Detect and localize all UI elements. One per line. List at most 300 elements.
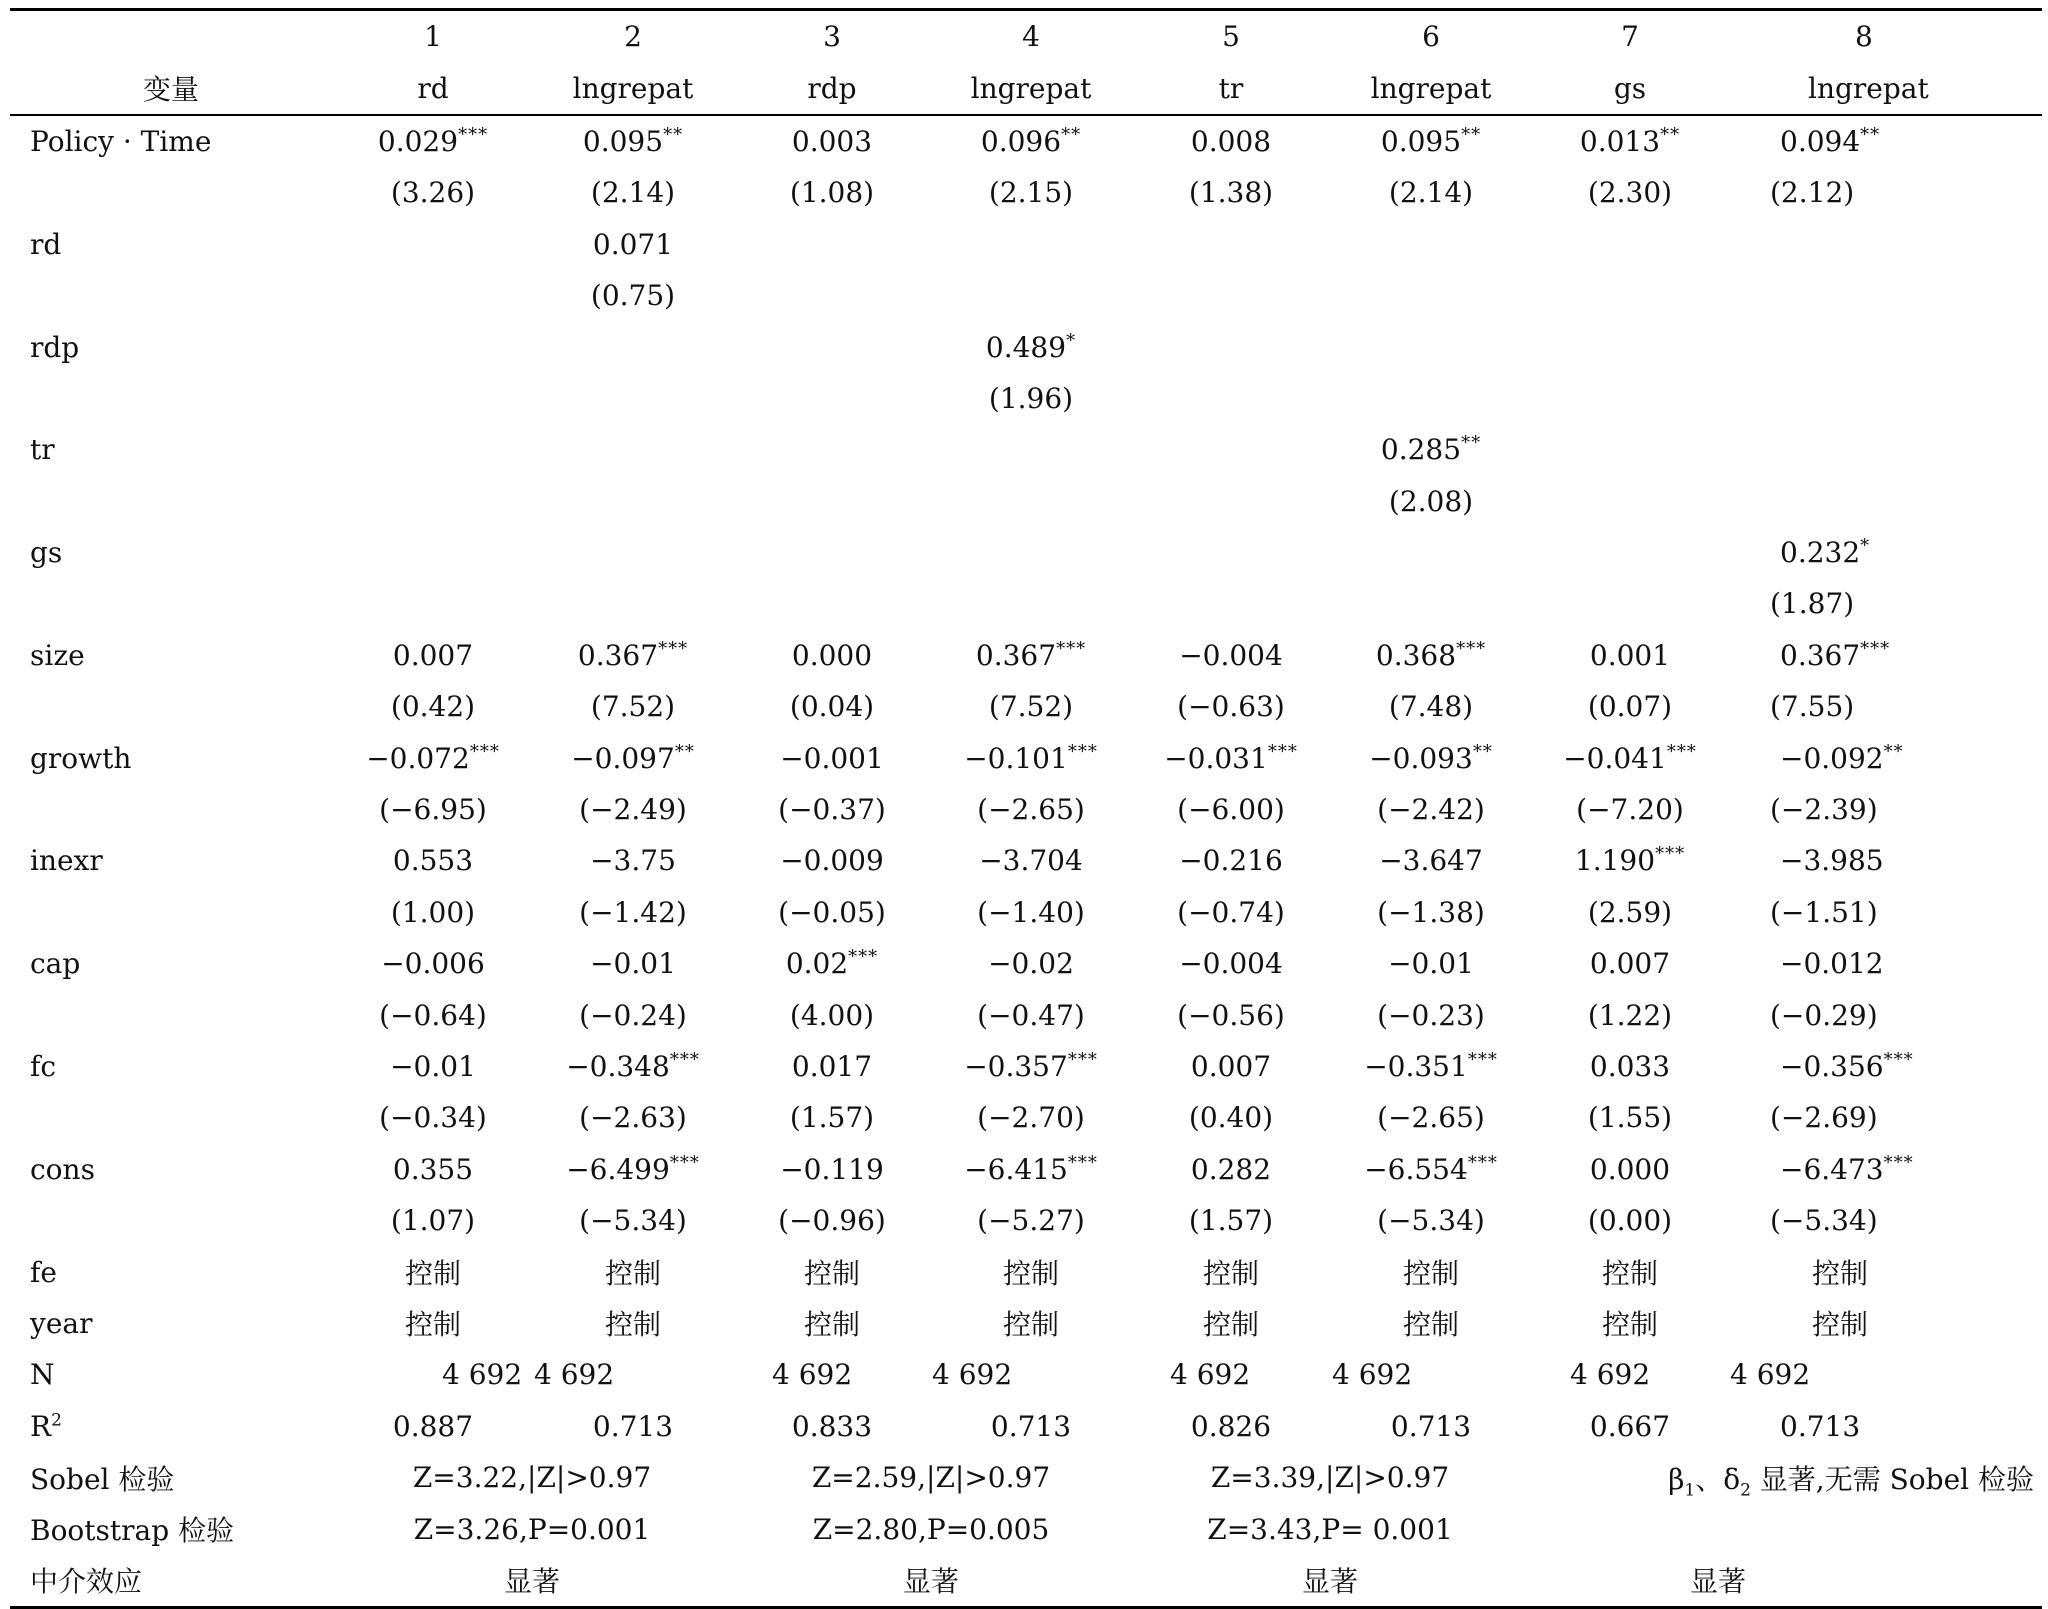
significance-stars: **	[1660, 124, 1681, 146]
coefficient-value: 0.029	[377, 124, 459, 158]
coefficient-value: −6.554	[1364, 1152, 1468, 1186]
row-label: fe	[30, 1255, 57, 1289]
t-statistic-cell	[1332, 373, 1530, 424]
sobel-cell: Z=3.22,|Z|>0.97	[412, 1461, 652, 1495]
t-statistic-cell: (−0.63)	[1177, 690, 1285, 724]
coefficient-value: 0.007	[392, 638, 474, 672]
coefficient-cell	[732, 219, 932, 270]
row-label: year	[30, 1306, 93, 1340]
coefficient-cell	[732, 115, 932, 167]
sobel-row	[10, 1452, 2042, 1503]
t-statistic-row	[10, 989, 2042, 1040]
t-statistic-cell	[1530, 270, 1730, 321]
significance-stars: ***	[458, 124, 489, 146]
t-statistic-cell: (−0.96)	[778, 1204, 886, 1238]
coefficient-value: 0.008	[1190, 124, 1272, 158]
coefficient-row	[10, 1041, 2042, 1092]
t-statistic-cell: (−7.20)	[1576, 793, 1684, 827]
coefficient-cell	[1130, 321, 1332, 372]
t-statistic-cell: (7.52)	[988, 690, 1074, 724]
t-statistic-cell: (1.57)	[1188, 1204, 1274, 1238]
t-statistic-cell: (1.00)	[390, 895, 476, 929]
coefficient-cell	[1130, 527, 1332, 578]
row-label: gs	[30, 536, 63, 570]
coefficient-row	[10, 527, 2042, 578]
n-cell: 4 692	[1332, 1358, 1413, 1392]
coefficient-cell	[1530, 938, 1730, 989]
coefficient-cell	[534, 938, 732, 989]
t-statistic-cell	[1130, 270, 1332, 321]
coefficient-value: −0.006	[381, 947, 485, 981]
coefficient-value: 0.071	[592, 227, 674, 261]
coefficient-cell	[534, 527, 732, 578]
coefficient-value: 0.355	[392, 1152, 474, 1186]
control-cell: 控制	[404, 1308, 461, 1342]
control-cell: 控制	[1202, 1308, 1259, 1342]
coefficient-row	[10, 732, 2042, 783]
significance-stars: ***	[1666, 741, 1697, 763]
t-statistic-cell: (−5.34)	[579, 1204, 687, 1238]
coefficient-value: −0.009	[780, 844, 884, 878]
dependent-variable: lngrepat	[1730, 62, 2042, 114]
coefficient-row	[10, 630, 2042, 681]
n-cell: 4 692	[442, 1358, 523, 1392]
row-label: N	[30, 1358, 55, 1392]
significance-stars: **	[1461, 124, 1482, 146]
t-statistic-cell: (−2.39)	[1770, 793, 1878, 827]
control-cell: 控制	[1601, 1257, 1658, 1291]
coefficient-value: 0.489	[985, 330, 1067, 364]
coefficient-cell	[1530, 115, 1730, 167]
row-label: size	[30, 638, 85, 672]
model-number: 2	[534, 10, 732, 63]
coefficient-value: 0.368	[1375, 638, 1457, 672]
coefficient-value: −0.348	[566, 1050, 670, 1083]
t-statistic-row	[10, 270, 2042, 321]
dependent-variable: rdp	[732, 62, 932, 114]
coefficient-cell	[332, 1041, 534, 1092]
coefficient-value: 0.367	[577, 638, 659, 672]
coefficient-cell	[1530, 835, 1730, 886]
t-statistic-cell: (0.42)	[390, 690, 476, 724]
sobel-note-part: δ	[1723, 1462, 1741, 1496]
sobel-note-part: 、	[1695, 1462, 1724, 1496]
row-label-empty	[10, 167, 332, 218]
coefficient-cell	[932, 527, 1130, 578]
t-statistic-cell	[332, 373, 534, 424]
coefficient-cell	[332, 219, 534, 270]
coefficient-cell	[1530, 1041, 1730, 1092]
coefficient-value: −0.02	[988, 947, 1074, 981]
coefficient-cell	[1530, 1144, 1730, 1195]
sobel-note-part: β	[1668, 1462, 1685, 1496]
coefficient-value: −6.499	[566, 1152, 670, 1186]
coefficient-row	[10, 424, 2042, 475]
coefficient-cell	[932, 630, 1130, 681]
t-statistic-cell: (−1.51)	[1770, 895, 1878, 929]
coefficient-cell	[534, 630, 732, 681]
t-statistic-cell	[932, 578, 1130, 629]
row-label	[10, 1401, 332, 1452]
t-statistic-cell	[932, 270, 1130, 321]
model-number: 8	[1730, 10, 2042, 63]
coefficient-value: 0.367	[1780, 638, 1861, 672]
coefficient-cell	[332, 527, 534, 578]
coefficient-cell	[1730, 938, 2042, 989]
r-squared-superscript: 2	[51, 1410, 62, 1431]
control-cell: 控制	[604, 1308, 661, 1342]
sobel-cell: Z=2.59,|Z|>0.97	[811, 1461, 1051, 1495]
coefficient-cell	[1332, 115, 1530, 167]
coefficient-cell	[534, 424, 732, 475]
coefficient-value: −0.097	[571, 741, 675, 775]
dependent-variable: rd	[332, 62, 534, 114]
coefficient-value: −0.072	[366, 741, 470, 775]
row-label-empty	[10, 578, 332, 629]
t-statistic-cell: (−0.64)	[379, 998, 487, 1032]
significance-stars: **	[663, 124, 684, 146]
coefficient-cell	[1730, 732, 2042, 783]
coefficient-value: 0.02	[785, 947, 849, 981]
coefficient-value: −0.119	[780, 1152, 884, 1186]
t-statistic-cell	[1730, 270, 2042, 321]
significance-stars: ***	[669, 1152, 700, 1174]
coefficient-value: −6.473	[1780, 1152, 1884, 1186]
t-statistic-cell	[332, 476, 534, 527]
coefficient-cell	[932, 219, 1130, 270]
coefficient-value: −3.647	[1379, 844, 1483, 878]
control-cell: 控制	[803, 1308, 860, 1342]
t-statistic-cell: (−2.63)	[579, 1101, 687, 1135]
coefficient-value: 1.190	[1574, 844, 1656, 878]
header-dependent-variables	[10, 62, 2042, 114]
coefficient-cell	[1130, 732, 1332, 783]
coefficient-cell	[1730, 527, 2042, 578]
coefficient-value: 0.285	[1380, 433, 1462, 467]
coefficient-value: −0.004	[1179, 947, 1283, 981]
coefficient-cell	[1530, 732, 1730, 783]
t-statistic-cell	[1530, 578, 1730, 629]
t-statistic-cell: (−0.37)	[778, 793, 886, 827]
row-label: rdp	[30, 330, 80, 364]
t-statistic-cell	[534, 476, 732, 527]
coefficient-value: 0.033	[1589, 1050, 1671, 1083]
t-statistic-cell: (−1.40)	[977, 895, 1085, 929]
coefficient-value: 0.367	[975, 638, 1057, 672]
t-statistic-cell: (−0.05)	[778, 895, 886, 929]
t-statistic-cell	[1530, 373, 1730, 424]
t-statistic-cell	[1332, 578, 1530, 629]
n-cell: 4 692	[1730, 1358, 1811, 1392]
t-statistic-cell	[534, 578, 732, 629]
model-number: 4	[932, 10, 1130, 63]
t-statistic-cell: (7.52)	[590, 690, 676, 724]
control-cell: 控制	[1002, 1308, 1059, 1342]
t-statistic-cell: (1.96)	[988, 381, 1074, 415]
coefficient-cell	[1130, 630, 1332, 681]
coefficient-cell	[534, 1144, 732, 1195]
coefficient-cell	[1730, 835, 2042, 886]
n-cell: 4 692	[772, 1358, 853, 1392]
t-statistic-row	[10, 373, 2042, 424]
t-statistic-cell: (0.75)	[590, 279, 676, 313]
control-cell: 控制	[803, 1257, 860, 1291]
t-statistic-cell: (4.00)	[789, 998, 875, 1032]
t-statistic-cell	[332, 578, 534, 629]
coefficient-row	[10, 835, 2042, 886]
variable-header: 变量	[10, 62, 332, 114]
coefficient-cell	[1530, 321, 1730, 372]
coefficient-cell	[732, 527, 932, 578]
coefficient-cell	[732, 321, 932, 372]
coefficient-value: 0.000	[791, 638, 873, 672]
n-row	[10, 1349, 2042, 1400]
coefficient-cell	[332, 938, 534, 989]
coefficient-cell	[932, 321, 1130, 372]
significance-stars: ***	[1056, 638, 1087, 660]
significance-stars: ***	[669, 1049, 700, 1071]
r-squared-cell: 0.713	[1780, 1409, 1861, 1443]
coefficient-value: −0.093	[1369, 741, 1473, 775]
t-statistic-cell: (−0.23)	[1377, 998, 1485, 1032]
t-statistic-row	[10, 578, 2042, 629]
coefficient-cell	[534, 1041, 732, 1092]
t-statistic-cell: (−1.38)	[1377, 895, 1485, 929]
coefficient-cell	[1332, 732, 1530, 783]
t-statistic-row	[10, 681, 2042, 732]
coefficient-value: 0.007	[1190, 1050, 1272, 1083]
t-statistic-cell: (1.22)	[1587, 998, 1673, 1032]
coefficient-row	[10, 321, 2042, 372]
sobel-note-cell	[1530, 1452, 2042, 1503]
significance-stars: ***	[1267, 741, 1298, 763]
t-statistic-cell	[1730, 476, 2042, 527]
t-statistic-cell	[332, 270, 534, 321]
coefficient-cell	[332, 732, 534, 783]
t-statistic-cell	[1130, 373, 1332, 424]
coefficient-value: −0.351	[1364, 1050, 1468, 1083]
coefficient-value: −0.216	[1179, 844, 1283, 878]
t-statistic-cell: (−5.27)	[977, 1204, 1085, 1238]
t-statistic-cell: (1.07)	[390, 1204, 476, 1238]
coefficient-value: −0.031	[1164, 741, 1268, 775]
coefficient-row	[10, 1144, 2042, 1195]
coefficient-value: −3.704	[979, 844, 1083, 878]
coefficient-cell	[732, 1144, 932, 1195]
coefficient-cell	[932, 732, 1130, 783]
coefficient-value: −0.101	[964, 741, 1068, 775]
coefficient-value: −0.01	[1388, 947, 1474, 981]
t-statistic-cell: (−1.42)	[579, 895, 687, 929]
coefficient-cell	[1730, 424, 2042, 475]
coefficient-cell	[932, 115, 1130, 167]
header-model-numbers	[10, 10, 2042, 63]
t-statistic-cell	[534, 373, 732, 424]
coefficient-value: −0.01	[590, 947, 676, 981]
row-label-empty	[10, 476, 332, 527]
coefficient-cell	[732, 630, 932, 681]
model-number: 6	[1332, 10, 1530, 63]
coefficient-value: 0.001	[1589, 638, 1671, 672]
row-label: tr	[30, 433, 55, 467]
coefficient-value: −0.041	[1563, 741, 1667, 775]
sobel-note-part: 显著,无需 Sobel 检验	[1750, 1462, 2034, 1496]
coefficient-cell	[332, 835, 534, 886]
significance-stars: ***	[1456, 638, 1487, 660]
significance-stars: ***	[1883, 1049, 1914, 1071]
dependent-variable: lngrepat	[1332, 62, 1530, 114]
coefficient-cell	[332, 630, 534, 681]
model-number: 5	[1130, 10, 1332, 63]
coefficient-value: 0.094	[1780, 124, 1861, 158]
control-cell: 控制	[604, 1257, 661, 1291]
coefficient-value: −0.356	[1780, 1050, 1884, 1083]
t-statistic-cell: (0.07)	[1587, 690, 1673, 724]
t-statistic-cell: (1.55)	[1587, 1101, 1673, 1135]
coefficient-cell	[534, 732, 732, 783]
t-statistic-cell: (−2.49)	[579, 793, 687, 827]
coefficient-cell	[1332, 1041, 1530, 1092]
r-squared-cell: 0.826	[1190, 1409, 1272, 1443]
t-statistic-cell: (−0.47)	[977, 998, 1085, 1032]
t-statistic-cell: (2.12)	[1770, 176, 1855, 210]
coefficient-cell	[1332, 219, 1530, 270]
row-label: fc	[30, 1050, 57, 1083]
n-cell: 4 692	[534, 1358, 615, 1392]
coefficient-value: −0.092	[1780, 741, 1884, 775]
t-statistic-cell: (−5.34)	[1770, 1204, 1878, 1238]
coefficient-value: 0.017	[791, 1050, 873, 1083]
n-cell: 4 692	[932, 1358, 1013, 1392]
row-label: Policy · Time	[30, 124, 212, 158]
r-squared-cell: 0.667	[1589, 1409, 1671, 1443]
n-cell: 4 692	[1170, 1358, 1251, 1392]
coefficient-cell	[1730, 219, 2042, 270]
coefficient-value: 0.095	[1380, 124, 1462, 158]
t-statistic-cell: (−0.56)	[1177, 998, 1285, 1032]
coefficient-cell	[1730, 1041, 2042, 1092]
coefficient-cell	[1530, 219, 1730, 270]
control-row	[10, 1298, 2042, 1349]
significance-stars: ***	[658, 638, 689, 660]
coefficient-cell	[932, 424, 1130, 475]
regression-table	[10, 8, 2042, 1609]
significance-stars: ***	[1860, 638, 1891, 660]
row-label-empty	[10, 784, 332, 835]
r-squared-cell: 0.713	[990, 1409, 1072, 1443]
coefficient-cell	[1130, 219, 1332, 270]
coefficient-value: 0.096	[980, 124, 1062, 158]
t-statistic-cell: (−2.65)	[977, 793, 1085, 827]
coefficient-cell	[1130, 424, 1332, 475]
row-label: 中介效应	[10, 1555, 332, 1608]
bootstrap-cell: Z=3.43,P= 0.001	[1207, 1512, 1453, 1546]
coefficient-value: −6.415	[964, 1152, 1068, 1186]
t-statistic-cell: (−6.95)	[379, 793, 487, 827]
bootstrap-row	[10, 1503, 2042, 1554]
coefficient-value: 0.553	[392, 844, 474, 878]
coefficient-cell	[1332, 630, 1530, 681]
row-label: Bootstrap 检验	[30, 1514, 235, 1548]
t-statistic-cell	[932, 476, 1130, 527]
t-statistic-cell	[732, 476, 932, 527]
r-squared-cell: 0.887	[392, 1409, 474, 1443]
coefficient-cell	[732, 938, 932, 989]
coefficient-value: 0.232	[1780, 536, 1861, 570]
bootstrap-cell: Z=2.80,P=0.005	[812, 1512, 1050, 1546]
coefficient-cell	[1530, 630, 1730, 681]
coefficient-value: −3.75	[590, 844, 676, 878]
t-statistic-cell: (2.08)	[1388, 484, 1474, 518]
mediation-cell: 显著	[1530, 1555, 2042, 1608]
significance-stars: ***	[1467, 1152, 1498, 1174]
sobel-note-part: 2	[1740, 1480, 1751, 1501]
coefficient-value: 0.095	[582, 124, 664, 158]
t-statistic-cell: (−0.29)	[1770, 998, 1878, 1032]
row-label: cap	[30, 947, 81, 981]
coefficient-cell	[1332, 321, 1530, 372]
n-cell: 4 692	[1570, 1358, 1651, 1392]
t-statistic-cell: (1.08)	[789, 176, 875, 210]
coefficient-row	[10, 115, 2042, 167]
dependent-variable: lngrepat	[932, 62, 1130, 114]
model-number: 7	[1530, 10, 1730, 63]
t-statistic-cell: (−0.24)	[579, 998, 687, 1032]
coefficient-cell	[1130, 1144, 1332, 1195]
row-label-empty	[10, 1092, 332, 1143]
significance-stars: ***	[469, 741, 500, 763]
coefficient-value: 0.007	[1589, 947, 1671, 981]
r-squared-label: R	[30, 1409, 52, 1443]
t-statistic-cell	[732, 270, 932, 321]
t-statistic-cell: (7.48)	[1388, 690, 1474, 724]
significance-stars: ***	[1655, 844, 1686, 866]
t-statistic-cell	[732, 578, 932, 629]
coefficient-cell	[1530, 424, 1730, 475]
t-statistic-row	[10, 1092, 2042, 1143]
coefficient-cell	[932, 1144, 1130, 1195]
t-statistic-cell: (1.57)	[789, 1101, 875, 1135]
row-label-empty	[10, 989, 332, 1040]
coefficient-cell	[732, 732, 932, 783]
t-statistic-cell: (0.40)	[1188, 1101, 1274, 1135]
coefficient-row	[10, 219, 2042, 270]
coefficient-cell	[932, 835, 1130, 886]
model-number: 1	[332, 10, 534, 63]
t-statistic-cell: (2.14)	[1388, 176, 1474, 210]
coefficient-value: −3.985	[1780, 844, 1884, 878]
t-statistic-row	[10, 1195, 2042, 1246]
coefficient-cell	[732, 424, 932, 475]
coefficient-cell	[1730, 321, 2042, 372]
t-statistic-cell: (3.26)	[390, 176, 476, 210]
significance-stars: ***	[1067, 741, 1098, 763]
significance-stars: *	[1860, 535, 1871, 557]
t-statistic-cell: (0.00)	[1587, 1204, 1673, 1238]
significance-stars: ***	[1067, 1152, 1098, 1174]
significance-stars: ***	[1067, 1049, 1098, 1071]
significance-stars: **	[1883, 741, 1904, 763]
t-statistic-cell	[1730, 373, 2042, 424]
t-statistic-cell: (2.15)	[988, 176, 1074, 210]
r-squared-row	[10, 1401, 2042, 1452]
coefficient-cell	[332, 115, 534, 167]
t-statistic-cell	[1130, 476, 1332, 527]
coefficient-cell	[534, 835, 732, 886]
significance-stars: ***	[1467, 1049, 1498, 1071]
row-label-empty	[10, 270, 332, 321]
coefficient-cell	[1130, 938, 1332, 989]
